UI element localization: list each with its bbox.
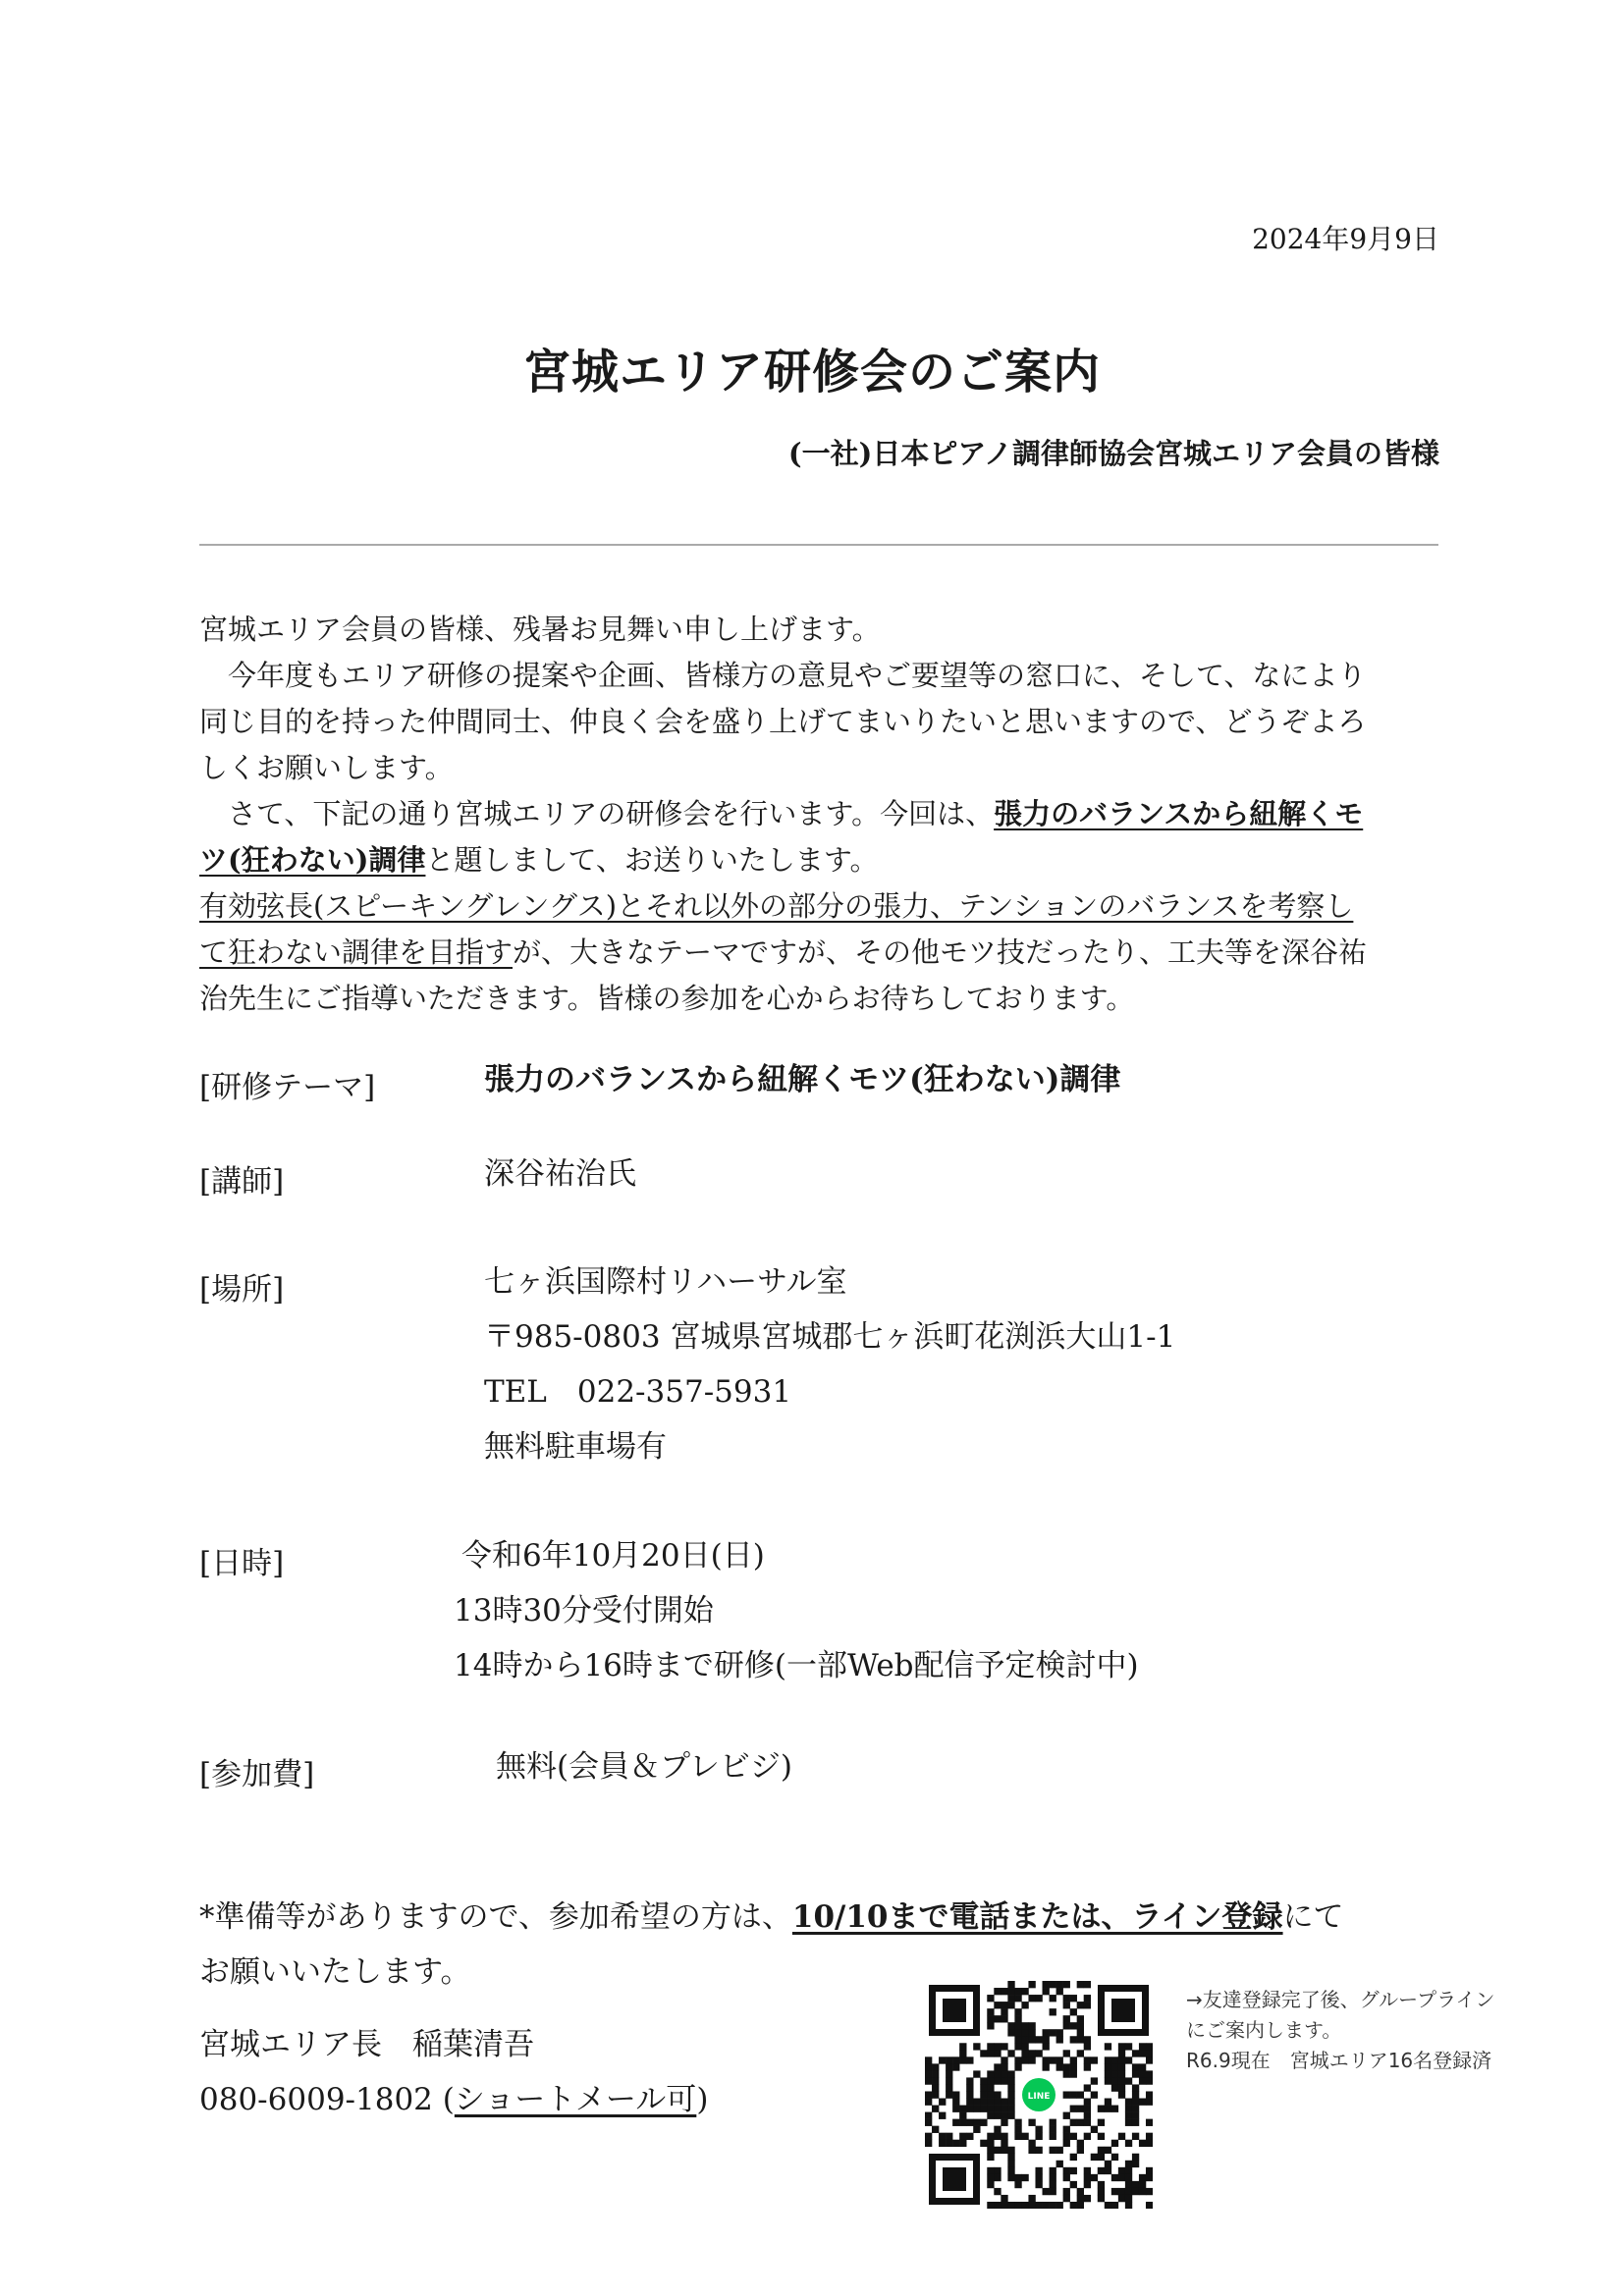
intro-line (199, 930, 1441, 976)
fee-label: [参加費] (199, 1757, 315, 1792)
datetime-label: [日時] (199, 1546, 285, 1581)
contact-phone-line (199, 2072, 708, 2127)
intro-line: 今年度もエリア研修の提案や企画、皆様方の意見やご要望等の窓口に、そして、なにより (199, 659, 1367, 692)
note-line (199, 1890, 1446, 1945)
lecturer-label: [講師] (199, 1164, 285, 1200)
document-date: 2024年9月9日 (1252, 223, 1439, 255)
intro-line: しくお願いします。 (199, 751, 454, 784)
place-parking: 無料駐車場有 (484, 1429, 667, 1465)
lecturer-value: 深谷祐治氏 (484, 1156, 636, 1192)
note-line: お願いいたします。 (199, 1954, 471, 1990)
contact-name: 宮城エリア長 稲葉清吾 (199, 2027, 534, 2062)
place-address: 〒985-0803 宮城県宮城郡七ヶ浜町花渕浜大山1-1 (484, 1319, 1176, 1355)
phone-note: ショートメール可 (454, 2082, 697, 2117)
intro-text: が、大きなテーマですが、その他モツ技だったり、工夫等を深谷祐 (513, 935, 1368, 969)
contact-block (199, 2017, 708, 2127)
qr-note-line: →友達登録完了後、グループライン (1186, 1988, 1495, 2011)
datetime-reception: 13時30分受付開始 (454, 1593, 714, 1629)
qr-note-line: にご案内します。 (1186, 2018, 1342, 2042)
datetime-block (454, 1528, 1139, 1693)
intro-line-underlined: 有効弦長(スピーキングレングス)とそれ以外の部分の張力、テンションのバランスを考察し (199, 889, 1354, 923)
theme-highlight: ツ(狂わない)調律 (199, 843, 426, 877)
intro-line: 治先生にご指導いただきます。皆様の参加を心からお待ちしております。 (199, 982, 1135, 1015)
intro-paragraph (199, 607, 1441, 1022)
intro-line (199, 837, 1441, 883)
intro-text: と題しまして、お送りいたします。 (425, 843, 879, 877)
intro-line: 宮城エリア会員の皆様、残暑お見舞い申し上げます。 (199, 613, 881, 646)
document-title: 宮城エリア研修会のご案内 (522, 345, 1101, 400)
theme-highlight: 張力のバランスから紐解くモ (994, 797, 1364, 830)
phone-close: ) (696, 2082, 709, 2117)
contact-phone: 080-6009-1802 ( (199, 2082, 455, 2117)
place-tel: TEL 022-357-5931 (484, 1374, 792, 1410)
intro-line: 同じ目的を持った仲間同士、仲良く会を盛り上げてまいりたいと思いますので、どうぞよろ (199, 705, 1367, 738)
divider (199, 544, 1438, 546)
addressee: (一社)日本ピアノ調律師協会宮城エリア会員の皆様 (787, 437, 1439, 470)
qr-note (1186, 1985, 1495, 2076)
deadline-highlight: 10/10まで電話または、ライン登録 (791, 1899, 1283, 1935)
theme-value: 張力のバランスから紐解くモツ(狂わない)調律 (484, 1062, 1121, 1097)
underlined-text: て狂わない調律を目指す (199, 935, 514, 969)
intro-text: さて、下記の通り宮城エリアの研修会を行います。今回は、 (199, 797, 995, 830)
place-label: [場所] (199, 1272, 285, 1308)
qr-note-line: R6.9現在 宮城エリア16名登録済 (1186, 2049, 1492, 2072)
datetime-date: 令和6年10月20日(日) (461, 1538, 765, 1574)
line-badge-label: LINE (1027, 2092, 1051, 2102)
intro-line (199, 791, 1441, 837)
line-qr-code-icon[interactable] (925, 1981, 1153, 2209)
note-text: にて (1282, 1899, 1344, 1935)
place-name: 七ヶ浜国際村リハーサル室 (484, 1264, 847, 1300)
line-badge-icon (1019, 2075, 1058, 2114)
place-block (484, 1255, 1175, 1474)
theme-label: [研修テーマ] (199, 1070, 376, 1105)
note-text: *準備等がありますので、参加希望の方は、 (199, 1899, 792, 1935)
registration-note (199, 1890, 1446, 2000)
datetime-session: 14時から16時まで研修(一部Web配信予定検討中) (454, 1648, 1139, 1683)
fee-value: 無料(会員＆プレビジ) (496, 1749, 792, 1785)
